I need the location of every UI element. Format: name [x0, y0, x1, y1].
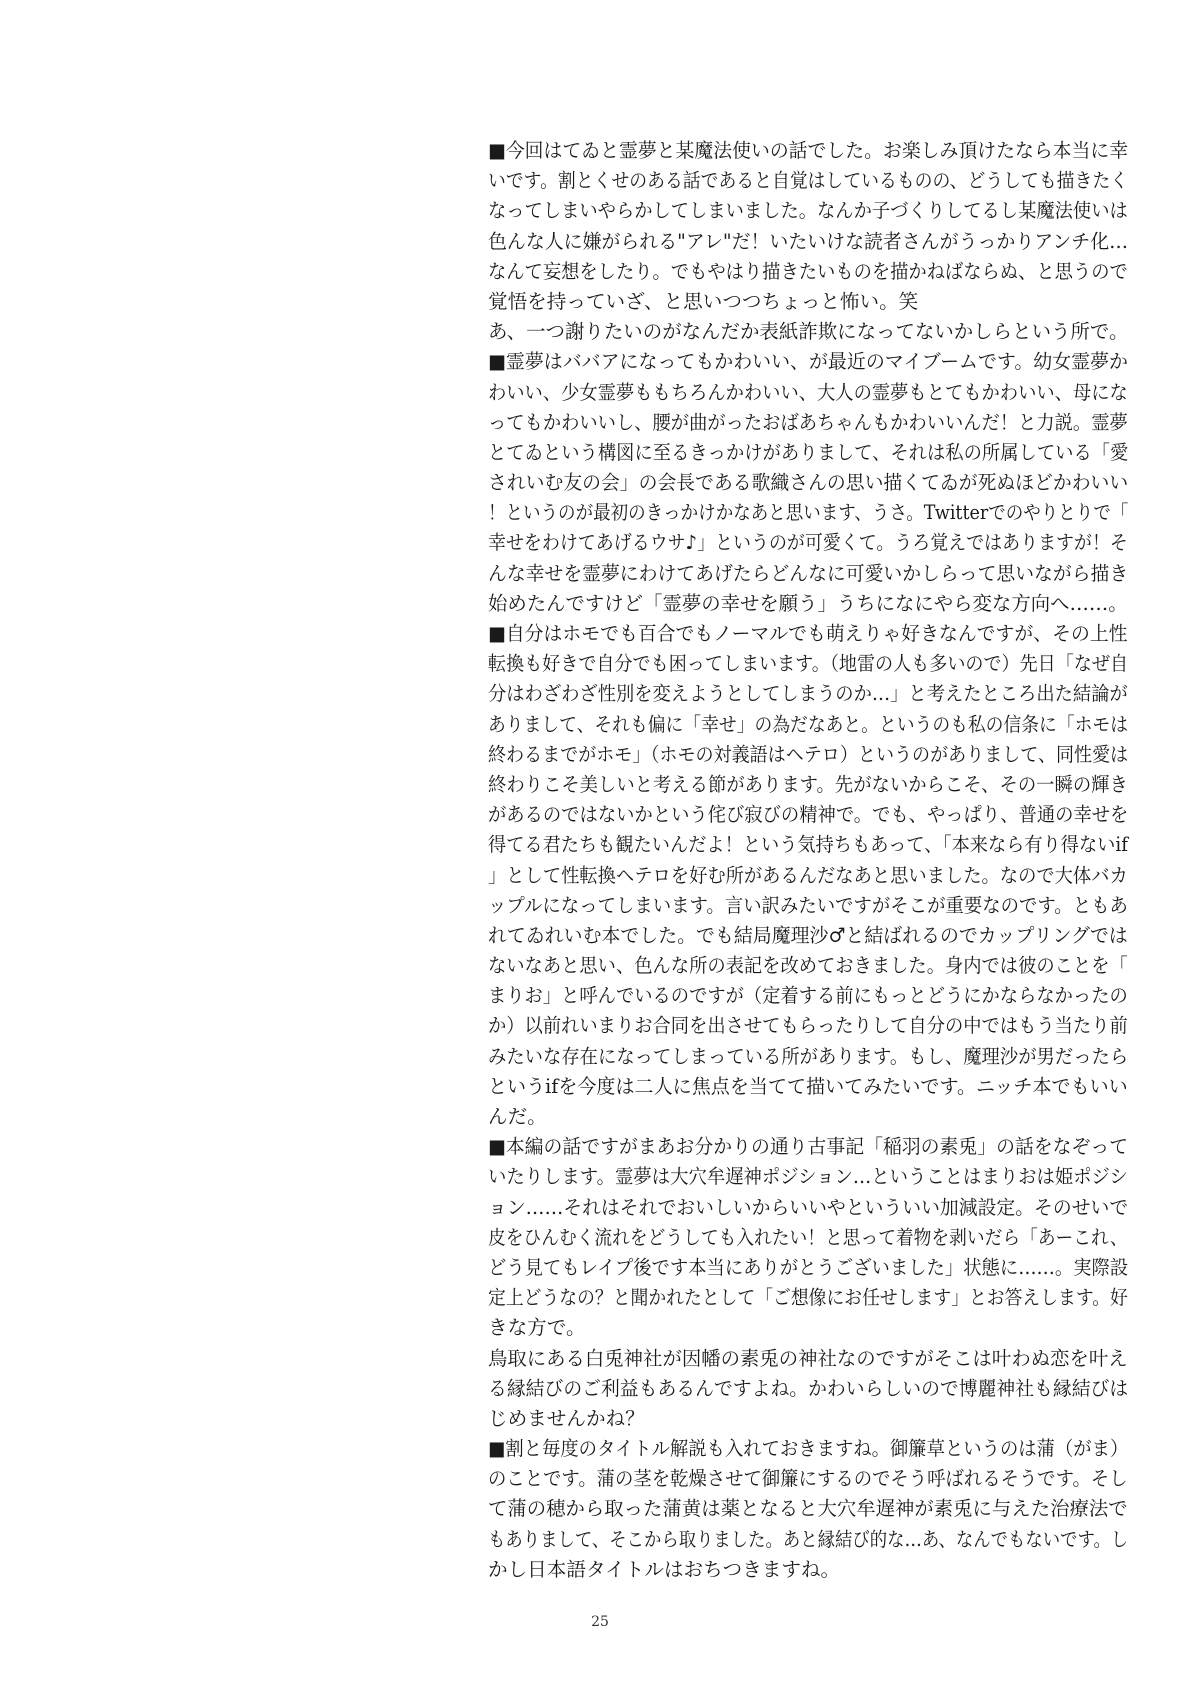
text-line: ！というのが最初のきっかけかなあと思います、うさ。Twitterでのやりとりで「 — [488, 501, 1129, 525]
text-line: なんて妄想をしたり。でもやはり描きたいものを描かねばならぬ、と思うので — [488, 259, 1128, 283]
text-line: ■霊夢はババアになってもかわいい、が最近のマイブームです。幼女霊夢か — [488, 350, 1129, 374]
text-line: んだ。 — [488, 1105, 547, 1128]
text-line: まりお」と呼んでいるのですが（定着する前にもっとどうにかならなかったの — [488, 984, 1128, 1008]
text-line: 定上どうなの？と聞かれたとして「ご想像にお任せします」とお答えします。好 — [488, 1286, 1128, 1310]
text-line: んな幸せを霊夢にわけてあげたらどんなに可愛いかしらって思いながら描き — [488, 561, 1129, 585]
text-line: 色んな人に嫌がられる"アレ"だ！いたいけな読者さんがうっかりアンチ化… — [488, 229, 1129, 253]
text-line: じめませんかね？ — [488, 1406, 645, 1430]
text-line: があるのではないかという侘び寂びの精神で。でも、やっぱり、普通の幸せを — [488, 803, 1129, 827]
text-line: ないなあと思い、色んな所の表記を改めておきました。身内では彼のことを「 — [488, 954, 1128, 978]
text-line: 終わるまでがホモ」（ホモの対義語はヘテロ）というのがありまして、同性愛は — [488, 742, 1129, 766]
text-line: 得てる君たちも観たいんだよ！という気持ちもあって、「本来なら有り得ないif — [488, 833, 1128, 857]
text-line: 覚悟を持っていざ、と思いつつちょっと怖い。笑 — [488, 289, 919, 313]
text-line: 終わりこそ美しいと考える節があります。先がないからこそ、その一瞬の輝き — [488, 772, 1128, 796]
text-line: ■自分はホモでも百合でもノーマルでも萌えりゃ好きなんですが、その上性 — [488, 622, 1128, 645]
text-line: あ、一つ謝りたいのがなんだか表紙詐欺になってないかしらという所で。 — [488, 320, 1129, 344]
text-line: 転換も好きで自分でも困ってしまいます。（地雷の人も多いので）先日「なぜ自 — [488, 652, 1129, 676]
text-line: 幸せをわけてあげるウサ♪」というのが可愛くて。うろ覚えではありますが！そ — [488, 531, 1128, 555]
text-line: て蒲の穂から取った蒲黄は薬となると大穴牟遅神が素兎に与えた治療法で — [488, 1497, 1128, 1521]
text-line: いたりします。霊夢は大穴牟遅神ポジション…ということはまりおは姫ポジシ — [488, 1165, 1128, 1189]
text-line: 皮をひんむく流れをどうしても入れたい！と思って着物を剥いだら「あーこれ、 — [488, 1225, 1128, 1249]
text-line: もありまして、そこから取りました。あと縁結び的な…あ、なんでもないです。し — [488, 1527, 1129, 1551]
afterword-text — [488, 136, 1128, 1585]
text-line: 始めたんですけど「霊夢の幸せを願う」うちになにやら変な方向へ……。 — [488, 591, 1128, 615]
text-line: ■本編の話ですがまあお分かりの通り古事記「稲羽の素兎」の話をなぞって — [488, 1135, 1129, 1159]
text-line: 鳥取にある白兎神社が因幡の素兎の神社なのですがそこは叶わぬ恋を叶え — [488, 1346, 1128, 1370]
text-line: ありまして、それも偏に「幸せ」の為だなあと。というのも私の信条に「ホモは — [488, 712, 1128, 736]
text-line: か）以前れいまりお合同を出させてもらったりして自分の中ではもう当たり前 — [488, 1014, 1128, 1038]
text-line: わいい、少女霊夢ももちろんかわいい、大人の霊夢もとてもかわいい、母にな — [488, 380, 1128, 404]
text-line: 分はわざわざ性別を変えようとしてしまうのか…」と考えたところ出た結論が — [488, 682, 1128, 706]
page-number: 25 — [591, 1614, 609, 1630]
text-line: れてゐれいむ本でした。でも結局魔理沙♂と結ばれるのでカップリングでは — [488, 923, 1128, 947]
text-line: どう見てもレイプ後です本当にありがとうございました」状態に……。実際設 — [488, 1255, 1129, 1279]
text-line: 」として性転換ヘテロを好む所があるんだなあと思いました。なので大体バカ — [488, 863, 1128, 887]
text-line: されいむ友の会」の会長である歌織さんの思い描くてゐが死ぬほどかわいい — [488, 471, 1129, 495]
text-line: ョン……それはそれでおいしいからいいやといういい加減設定。そのせいで — [488, 1195, 1129, 1219]
text-line: ■今回はてゐと霊夢と某魔法使いの話でした。お楽しみ頂けたなら本当に幸 — [488, 139, 1129, 162]
text-line: かし日本語タイトルはおちつきますね。 — [488, 1557, 841, 1581]
text-line: なってしまいやらかしてしまいました。なんか子づくりしてるし某魔法使いは — [488, 199, 1128, 223]
text-line: ■割と毎度のタイトル解説も入れておきますね。御簾草というのは蒲（がま） — [488, 1437, 1129, 1461]
text-line: というifを今度は二人に焦点を当てて描いてみたいです。ニッチ本でもいい — [488, 1074, 1128, 1098]
text-line: きな方で。 — [488, 1316, 586, 1340]
text-line: る縁結びのご利益もあるんですよね。かわいらしいので博麗神社も縁結びは — [488, 1376, 1129, 1400]
text-line: いです。割とくせのある話であると自覚はしているものの、どうしても描きたく — [488, 169, 1129, 193]
text-line: ってもかわいいし、腰が曲がったおばあちゃんもかわいいんだ！と力説。霊夢 — [488, 410, 1128, 434]
text-line: のことです。蒲の茎を乾燥させて御簾にするのでそう呼ばれるそうです。そし — [488, 1467, 1128, 1491]
text-line: ップルになってしまいます。言い訳みたいですがそこが重要なのです。ともあ — [488, 893, 1128, 917]
text-line: みたいな存在になってしまっている所があります。もし、魔理沙が男だったら — [488, 1044, 1129, 1068]
text-line: とてゐという構図に至るきっかけがありまして、それは私の所属している「愛 — [488, 440, 1129, 464]
